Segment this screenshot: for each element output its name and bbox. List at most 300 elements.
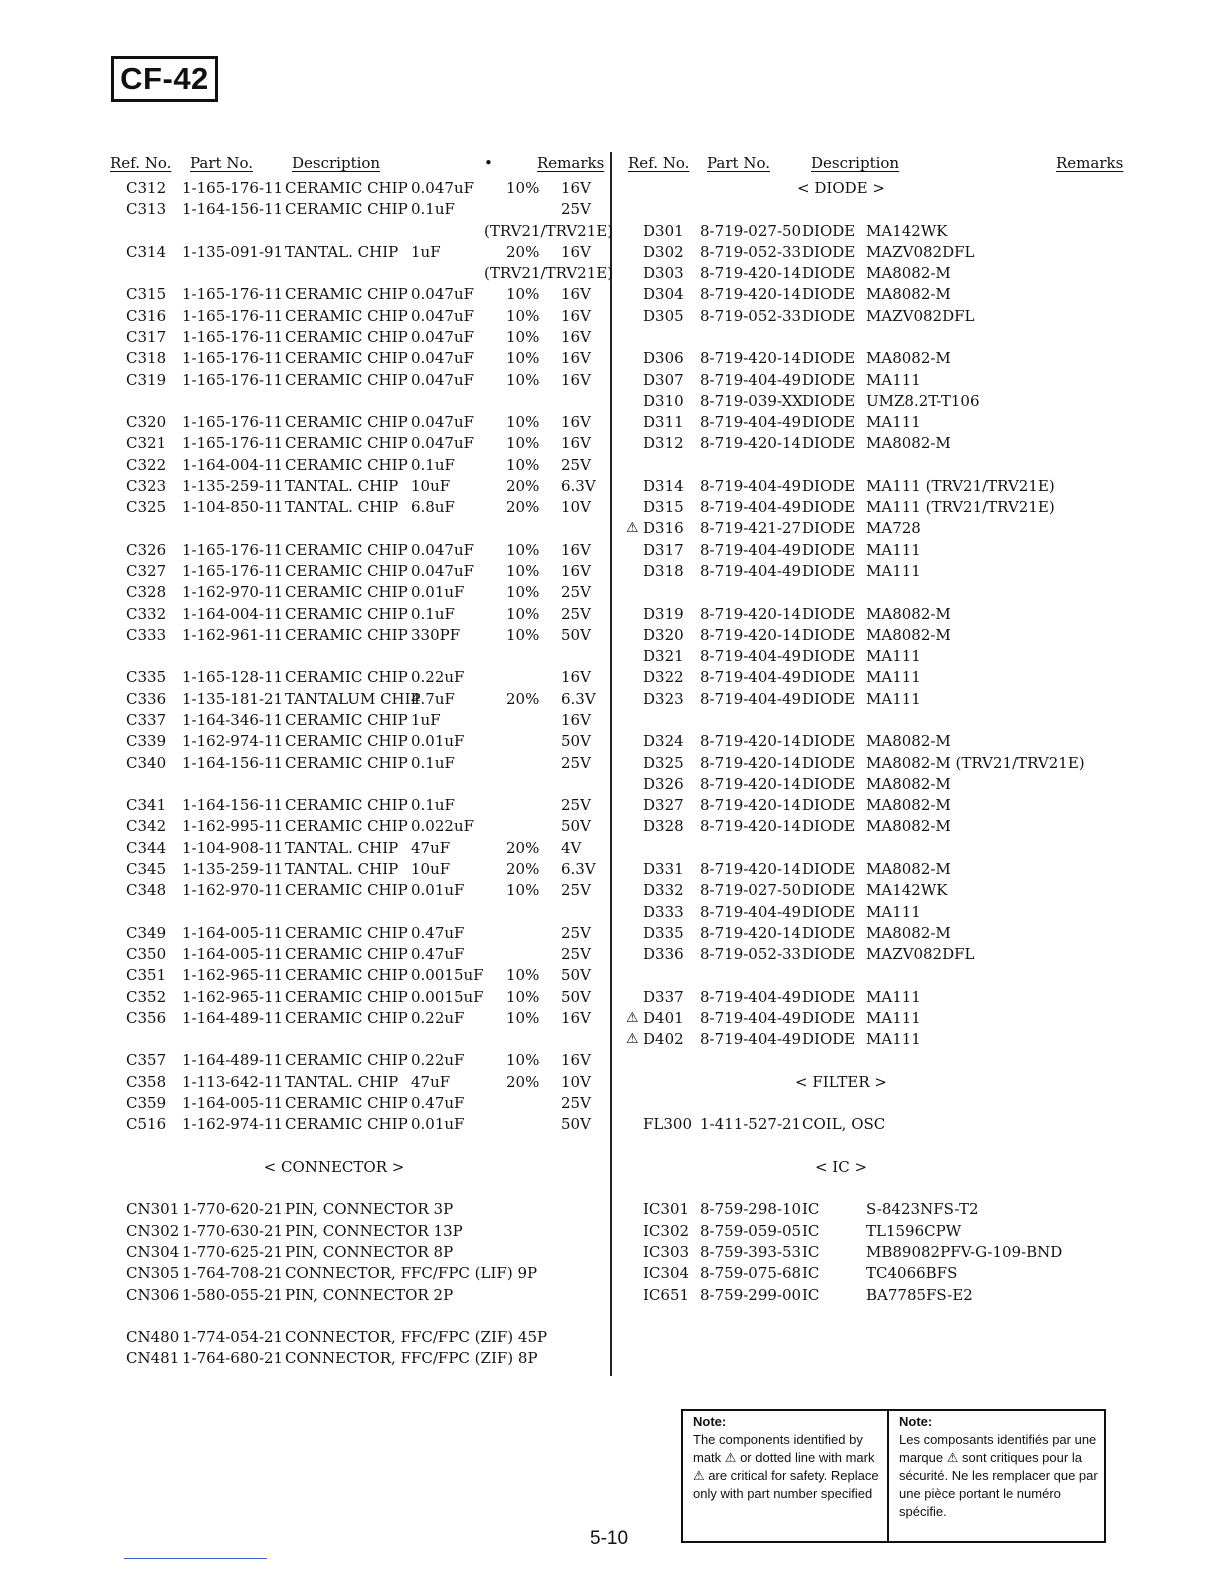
note-fr-line3: Ne les remplacer que par une pièce portant le numéro spécifie. bbox=[899, 1468, 1098, 1519]
value: 0.1uF bbox=[411, 200, 455, 219]
value: 47uF bbox=[411, 838, 451, 857]
part-no: 1-770-630-21 bbox=[182, 1221, 284, 1240]
part-no: 8-719-420-14 bbox=[700, 817, 802, 836]
part-no: 1-165-176-11 bbox=[182, 179, 284, 197]
voltage: 25V bbox=[561, 1094, 591, 1113]
value: MA8082-M bbox=[866, 923, 951, 942]
value: 0.047uF bbox=[411, 413, 475, 432]
value: 0.01uF bbox=[411, 1115, 465, 1134]
voltage: 25V bbox=[561, 583, 591, 602]
description: TANTAL. CHIP bbox=[285, 1072, 399, 1091]
description: DIODE bbox=[802, 945, 856, 964]
ref-no: C350 bbox=[126, 945, 167, 964]
value: MA111 bbox=[866, 902, 921, 921]
tolerance: 10% bbox=[506, 413, 540, 432]
tolerance: 10% bbox=[506, 625, 540, 644]
ref-no: CN305 bbox=[126, 1264, 180, 1283]
description: DIODE bbox=[802, 391, 856, 410]
part-no: 1-164-156-11 bbox=[182, 200, 284, 219]
part-no: 1-164-346-11 bbox=[182, 711, 284, 729]
ref-no: D305 bbox=[643, 306, 684, 325]
description: DIODE bbox=[802, 221, 856, 240]
description: CERAMIC CHIP bbox=[285, 945, 408, 964]
remark-note: (TRV21/TRV21E) bbox=[484, 221, 614, 240]
value: MA111 bbox=[866, 668, 921, 687]
table-row bbox=[0, 838, 1224, 859]
description: DIODE bbox=[802, 306, 856, 325]
part-no: 1-165-176-11 bbox=[182, 327, 284, 346]
description: CERAMIC CHIP bbox=[285, 732, 408, 751]
table-row bbox=[0, 880, 1224, 901]
description: CERAMIC CHIP bbox=[285, 1008, 408, 1027]
value: MA8082-M bbox=[866, 732, 951, 751]
warning-triangle-icon: ⚠ bbox=[626, 1009, 639, 1026]
section-heading: < IC > bbox=[814, 1157, 868, 1176]
part-no: 8-759-298-10 bbox=[700, 1200, 802, 1219]
description: DIODE bbox=[802, 859, 856, 878]
description: CERAMIC CHIP bbox=[285, 711, 408, 729]
table-row bbox=[0, 625, 1224, 646]
table-row bbox=[0, 795, 1224, 816]
part-no: 8-719-027-50 bbox=[700, 881, 802, 900]
tolerance: 10% bbox=[506, 987, 540, 1006]
table-row bbox=[0, 221, 1224, 242]
voltage: 16V bbox=[561, 306, 591, 325]
note-title-en: Note: bbox=[693, 1414, 727, 1429]
ref-no: D320 bbox=[643, 625, 684, 644]
value: 0.22uF bbox=[411, 668, 465, 687]
part-no: 1-164-489-11 bbox=[182, 1051, 284, 1070]
part-no: 1-411-527-21 bbox=[700, 1115, 802, 1134]
description: DIODE bbox=[802, 732, 856, 751]
table-row bbox=[0, 944, 1224, 965]
header-ref-no: Ref. No. bbox=[110, 154, 172, 172]
description: CERAMIC CHIP bbox=[285, 179, 408, 197]
page-number: 5-10 bbox=[590, 1528, 629, 1549]
header-ref-no-right: Ref. No. bbox=[628, 154, 690, 172]
voltage: 25V bbox=[561, 604, 591, 623]
table-row bbox=[0, 497, 1224, 518]
table-row bbox=[0, 689, 1224, 710]
ref-no: D325 bbox=[643, 753, 684, 772]
table-row bbox=[0, 731, 1224, 752]
tolerance: 10% bbox=[506, 966, 540, 985]
value: MA8082-M bbox=[866, 817, 951, 836]
value: S-8423NFS-T2 bbox=[866, 1200, 979, 1219]
value: 0.1uF bbox=[411, 604, 455, 623]
part-no: 1-164-005-11 bbox=[182, 1094, 284, 1113]
tolerance: 20% bbox=[506, 498, 540, 517]
value: MA8082-M bbox=[866, 604, 951, 623]
value: MA8082-M bbox=[866, 774, 951, 793]
note-text-fr bbox=[899, 1431, 1100, 1521]
voltage: 50V bbox=[561, 966, 591, 985]
value: 0.047uF bbox=[411, 285, 475, 304]
table-row bbox=[0, 774, 1224, 795]
description: DIODE bbox=[802, 625, 856, 644]
note-text-en bbox=[693, 1431, 881, 1503]
ref-no: D331 bbox=[643, 859, 684, 878]
ref-no: C321 bbox=[126, 434, 167, 453]
voltage: 25V bbox=[561, 881, 591, 900]
ref-no: C314 bbox=[126, 242, 167, 261]
description: DIODE bbox=[802, 434, 856, 453]
voltage: 16V bbox=[561, 711, 591, 729]
description: DIODE bbox=[802, 902, 856, 921]
ref-no: CN481 bbox=[126, 1349, 180, 1368]
table-row bbox=[0, 1348, 1224, 1369]
table-row bbox=[0, 1050, 1224, 1071]
part-no: 8-759-393-53 bbox=[700, 1243, 802, 1261]
table-row bbox=[0, 667, 1224, 688]
part-no: 8-719-404-49 bbox=[700, 647, 802, 666]
ref-no: C315 bbox=[126, 285, 167, 304]
section-heading: < DIODE > bbox=[797, 179, 885, 197]
description: CERAMIC CHIP bbox=[285, 200, 408, 219]
value: MA111 (TRV21/TRV21E) bbox=[866, 498, 1055, 517]
tolerance: 10% bbox=[506, 349, 540, 368]
value: 0.022uF bbox=[411, 817, 475, 836]
description: TANTAL. CHIP bbox=[285, 476, 399, 495]
description: CERAMIC CHIP bbox=[285, 817, 408, 836]
value: MA8082-M bbox=[866, 264, 951, 283]
part-no: 1-162-970-11 bbox=[182, 881, 284, 900]
note-fr-line1: Les composants identifiés par une marque bbox=[899, 1432, 1097, 1465]
table-row bbox=[0, 965, 1224, 986]
part-no: 8-719-404-49 bbox=[700, 498, 802, 517]
header-part-no-right: Part No. bbox=[707, 154, 770, 172]
description: CERAMIC CHIP bbox=[285, 306, 408, 325]
ref-no: D306 bbox=[643, 349, 684, 368]
part-no: 1-135-091-91 bbox=[182, 242, 284, 261]
voltage: 16V bbox=[561, 1008, 591, 1027]
ref-no: C317 bbox=[126, 327, 167, 346]
note-en-line1: The components identified by matk bbox=[693, 1432, 863, 1465]
voltage: 10V bbox=[561, 1072, 591, 1091]
description: DIODE bbox=[802, 349, 856, 368]
ref-no: C323 bbox=[126, 476, 167, 495]
ref-no: D327 bbox=[643, 796, 684, 815]
value: MA8082-M bbox=[866, 285, 951, 304]
tolerance: 10% bbox=[506, 604, 540, 623]
ref-no: D311 bbox=[643, 413, 684, 432]
part-no: 8-719-404-49 bbox=[700, 413, 802, 432]
value: 1uF bbox=[411, 711, 441, 729]
ref-no: C351 bbox=[126, 966, 167, 985]
voltage: 6.3V bbox=[561, 689, 596, 708]
description: DIODE bbox=[802, 668, 856, 687]
header-description-right: Description bbox=[811, 154, 900, 172]
ref-no: IC303 bbox=[643, 1243, 690, 1261]
voltage: 50V bbox=[561, 1115, 591, 1134]
ref-no: CN480 bbox=[126, 1328, 180, 1347]
voltage: 50V bbox=[561, 625, 591, 644]
ref-no: D322 bbox=[643, 668, 684, 687]
table-row bbox=[0, 710, 1224, 731]
description: CERAMIC CHIP bbox=[285, 540, 408, 559]
voltage: 16V bbox=[561, 540, 591, 559]
description: IC bbox=[802, 1264, 820, 1283]
ref-no: C320 bbox=[126, 413, 167, 432]
value: 0.22uF bbox=[411, 1051, 465, 1070]
tolerance: 10% bbox=[506, 881, 540, 900]
table-row bbox=[0, 1263, 1224, 1284]
description: DIODE bbox=[802, 285, 856, 304]
description: IC bbox=[802, 1285, 820, 1304]
voltage: 16V bbox=[561, 562, 591, 581]
part-no: 1-165-176-11 bbox=[182, 562, 284, 581]
tolerance: 10% bbox=[506, 179, 540, 197]
tolerance: 20% bbox=[506, 859, 540, 878]
ref-no: C327 bbox=[126, 562, 167, 581]
note-fr-line2: sont critiques pour la sécurité. bbox=[899, 1450, 1082, 1483]
description: PIN, CONNECTOR 3P bbox=[285, 1200, 454, 1219]
warning-triangle-icon: ⚠ bbox=[626, 1031, 639, 1048]
table-row bbox=[0, 433, 1224, 454]
part-no: 8-719-404-49 bbox=[700, 540, 802, 559]
description: DIODE bbox=[802, 753, 856, 772]
description: DIODE bbox=[802, 242, 856, 261]
ref-no: D301 bbox=[643, 221, 684, 240]
header-remarks-right: Remarks bbox=[1056, 154, 1124, 172]
description: DIODE bbox=[802, 498, 856, 517]
part-no: 1-164-004-11 bbox=[182, 604, 284, 623]
part-no: 1-165-176-11 bbox=[182, 285, 284, 304]
description: CONNECTOR, FFC/FPC (ZIF) 45P bbox=[285, 1328, 548, 1347]
tolerance: 20% bbox=[506, 838, 540, 857]
value: 0.047uF bbox=[411, 179, 475, 197]
ref-no: C322 bbox=[126, 455, 167, 474]
warning-triangle-icon: ⚠ bbox=[626, 520, 639, 537]
part-no: 8-719-052-33 bbox=[700, 945, 802, 964]
description: CERAMIC CHIP bbox=[285, 327, 408, 346]
description: CERAMIC CHIP bbox=[285, 413, 408, 432]
value: 0.01uF bbox=[411, 732, 465, 751]
part-no: 8-719-404-49 bbox=[700, 1008, 802, 1027]
description: DIODE bbox=[802, 881, 856, 900]
part-no: 1-164-156-11 bbox=[182, 796, 284, 815]
part-no: 1-164-005-11 bbox=[182, 945, 284, 964]
ref-no: C345 bbox=[126, 859, 167, 878]
voltage: 25V bbox=[561, 945, 591, 964]
part-no: 1-162-995-11 bbox=[182, 817, 284, 836]
description: CONNECTOR, FFC/FPC (ZIF) 8P bbox=[285, 1349, 538, 1368]
description: CERAMIC CHIP bbox=[285, 370, 408, 389]
header-marker: • bbox=[484, 154, 493, 172]
part-no: 8-759-075-68 bbox=[700, 1264, 802, 1283]
voltage: 25V bbox=[561, 200, 591, 219]
ref-no: CN301 bbox=[126, 1200, 180, 1219]
part-no: 8-719-404-49 bbox=[700, 370, 802, 389]
table-row bbox=[0, 646, 1224, 667]
value: 0.01uF bbox=[411, 583, 465, 602]
part-no: 8-719-404-49 bbox=[700, 1030, 802, 1049]
value: MA728 bbox=[866, 519, 921, 538]
header-description: Description bbox=[292, 154, 381, 172]
value: TL1596CPW bbox=[866, 1221, 962, 1240]
ref-no: IC301 bbox=[643, 1200, 690, 1219]
value: 10uF bbox=[411, 476, 451, 495]
ref-no: D337 bbox=[643, 987, 684, 1006]
part-no: 1-164-004-11 bbox=[182, 455, 284, 474]
table-row bbox=[0, 263, 1224, 284]
table-row bbox=[0, 412, 1224, 433]
ref-no: C342 bbox=[126, 817, 167, 836]
description: DIODE bbox=[802, 774, 856, 793]
ref-no: CN306 bbox=[126, 1285, 180, 1304]
value: MAZV082DFL bbox=[866, 242, 975, 261]
description: CERAMIC CHIP bbox=[285, 1115, 408, 1134]
voltage: 10V bbox=[561, 498, 591, 517]
part-no: 1-162-970-11 bbox=[182, 583, 284, 602]
description: CERAMIC CHIP bbox=[285, 562, 408, 581]
value: 0.047uF bbox=[411, 562, 475, 581]
ref-no: C335 bbox=[126, 668, 167, 687]
description: DIODE bbox=[802, 647, 856, 666]
table-row bbox=[0, 753, 1224, 774]
ref-no: D336 bbox=[643, 945, 684, 964]
part-no: 8-719-420-14 bbox=[700, 753, 802, 772]
voltage: 25V bbox=[561, 455, 591, 474]
value: 0.047uF bbox=[411, 540, 475, 559]
note-en-line4: Replace only with part number specified bbox=[693, 1468, 879, 1501]
table-row bbox=[0, 476, 1224, 497]
description: IC bbox=[802, 1200, 820, 1219]
tolerance: 10% bbox=[506, 583, 540, 602]
description: CERAMIC CHIP bbox=[285, 583, 408, 602]
value: 4.7uF bbox=[411, 689, 455, 708]
value: 0.047uF bbox=[411, 370, 475, 389]
ref-no: C325 bbox=[126, 498, 167, 517]
voltage: 50V bbox=[561, 732, 591, 751]
tolerance: 10% bbox=[506, 306, 540, 325]
description: DIODE bbox=[802, 689, 856, 708]
safety-note-box bbox=[681, 1409, 1106, 1543]
value: 0.047uF bbox=[411, 349, 475, 368]
value: TC4066BFS bbox=[866, 1264, 958, 1283]
table-row bbox=[0, 348, 1224, 369]
note-title-fr: Note: bbox=[899, 1414, 933, 1429]
description: DIODE bbox=[802, 923, 856, 942]
warning-triangle-icon: ⚠ bbox=[724, 1450, 737, 1465]
header-part-no: Part No. bbox=[190, 154, 253, 172]
description: DIODE bbox=[802, 370, 856, 389]
part-no: 1-165-176-11 bbox=[182, 349, 284, 368]
value: MA111 bbox=[866, 1030, 921, 1049]
description: CERAMIC CHIP bbox=[285, 796, 408, 815]
voltage: 6.3V bbox=[561, 476, 596, 495]
ref-no: D401 bbox=[643, 1008, 684, 1027]
description: TANTAL. CHIP bbox=[285, 838, 399, 857]
part-no: 1-770-620-21 bbox=[182, 1200, 284, 1219]
ref-no: D324 bbox=[643, 732, 684, 751]
description: IC bbox=[802, 1243, 820, 1261]
value: 10uF bbox=[411, 859, 451, 878]
part-no: 1-165-176-11 bbox=[182, 540, 284, 559]
description: DIODE bbox=[802, 1030, 856, 1049]
part-no: 1-162-965-11 bbox=[182, 966, 284, 985]
ref-no: D312 bbox=[643, 434, 684, 453]
tolerance: 20% bbox=[506, 242, 540, 261]
ref-no: D326 bbox=[643, 774, 684, 793]
table-row bbox=[0, 1242, 1224, 1263]
ref-no: C340 bbox=[126, 753, 167, 772]
part-no: 1-770-625-21 bbox=[182, 1243, 284, 1261]
ref-no: C312 bbox=[126, 179, 167, 197]
value: 0.47uF bbox=[411, 1094, 465, 1113]
table-row bbox=[0, 1029, 1224, 1050]
description: DIODE bbox=[802, 476, 856, 495]
value: MA111 bbox=[866, 689, 921, 708]
voltage: 25V bbox=[561, 796, 591, 815]
description: CERAMIC CHIP bbox=[285, 923, 408, 942]
tolerance: 10% bbox=[506, 1008, 540, 1027]
description: CERAMIC CHIP bbox=[285, 349, 408, 368]
value: 47uF bbox=[411, 1072, 451, 1091]
part-no: 1-162-974-11 bbox=[182, 732, 284, 751]
description: DIODE bbox=[802, 540, 856, 559]
ref-no: IC304 bbox=[643, 1264, 690, 1283]
ref-no: D304 bbox=[643, 285, 684, 304]
voltage: 50V bbox=[561, 817, 591, 836]
table-row bbox=[0, 242, 1224, 263]
ref-no: D303 bbox=[643, 264, 684, 283]
ref-no: C357 bbox=[126, 1051, 167, 1070]
description: CERAMIC CHIP bbox=[285, 1051, 408, 1070]
part-no: 8-719-420-14 bbox=[700, 625, 802, 644]
value: MA111 bbox=[866, 413, 921, 432]
description: DIODE bbox=[802, 264, 856, 283]
section-heading: < FILTER > bbox=[795, 1072, 887, 1091]
part-no: 8-719-404-49 bbox=[700, 902, 802, 921]
part-no: 8-719-039-XX bbox=[700, 391, 803, 410]
ref-no: D310 bbox=[643, 391, 684, 410]
part-no: 1-135-181-21 bbox=[182, 689, 284, 708]
description: PIN, CONNECTOR 2P bbox=[285, 1285, 454, 1304]
description: COIL, OSC bbox=[802, 1115, 886, 1134]
ref-no: C352 bbox=[126, 987, 167, 1006]
part-no: 1-165-176-11 bbox=[182, 370, 284, 389]
value: MA111 bbox=[866, 1008, 921, 1027]
value: 0.47uF bbox=[411, 923, 465, 942]
description: IC bbox=[802, 1221, 820, 1240]
table-row bbox=[0, 327, 1224, 348]
ref-no: D307 bbox=[643, 370, 684, 389]
ref-no: D332 bbox=[643, 881, 684, 900]
value: MA111 bbox=[866, 370, 921, 389]
warning-triangle-icon: ⚠ bbox=[946, 1450, 959, 1465]
tolerance: 10% bbox=[506, 562, 540, 581]
table-row bbox=[0, 391, 1224, 412]
value: MAZV082DFL bbox=[866, 945, 975, 964]
table-row bbox=[0, 1285, 1224, 1306]
part-no: 1-580-055-21 bbox=[182, 1285, 284, 1304]
ref-no: D335 bbox=[643, 923, 684, 942]
part-no: 8-719-052-33 bbox=[700, 306, 802, 325]
value: MA142WK bbox=[866, 881, 948, 900]
description: CERAMIC CHIP bbox=[285, 668, 408, 687]
part-no: 1-162-974-11 bbox=[182, 1115, 284, 1134]
section-heading: < CONNECTOR > bbox=[263, 1157, 405, 1176]
ref-no: C332 bbox=[126, 604, 167, 623]
table-row bbox=[0, 518, 1224, 539]
table-row bbox=[0, 1008, 1224, 1029]
value: MA142WK bbox=[866, 221, 948, 240]
tolerance: 20% bbox=[506, 476, 540, 495]
description: TANTAL. CHIP bbox=[285, 498, 399, 517]
tolerance: 10% bbox=[506, 434, 540, 453]
value: MA111 bbox=[866, 987, 921, 1006]
